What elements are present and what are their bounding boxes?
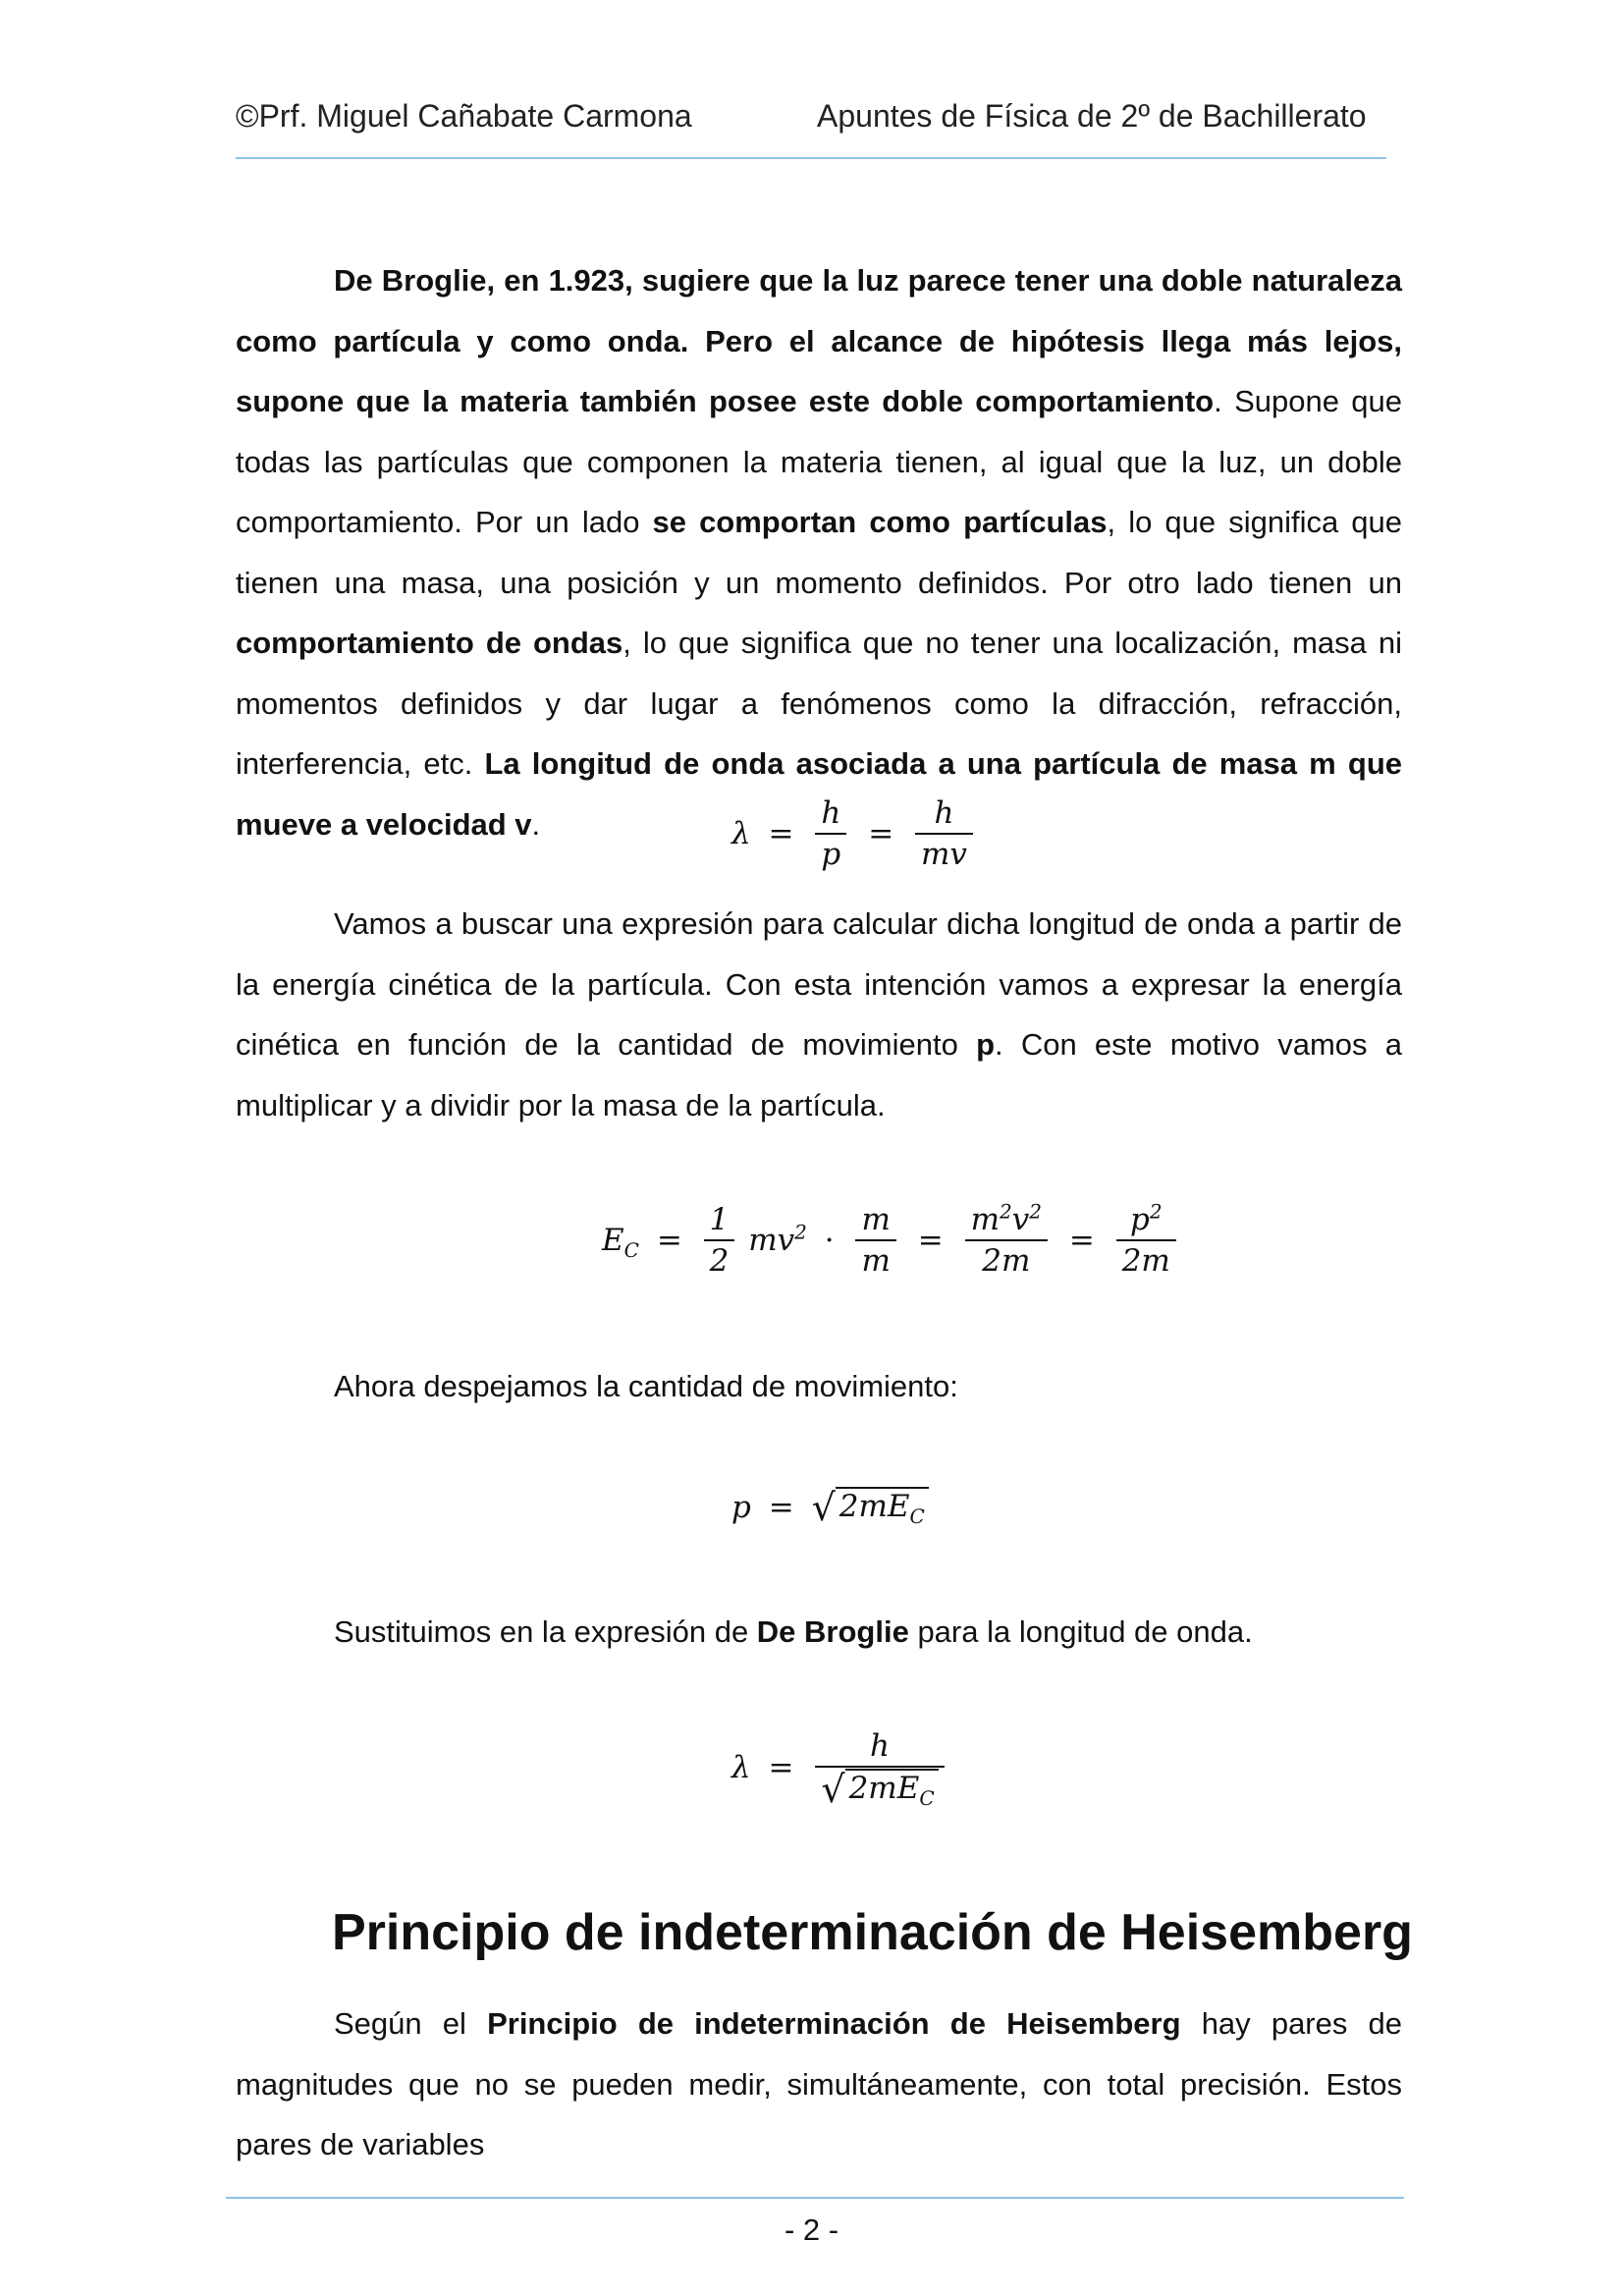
bold-text: Principio de indeterminación de Heisemberg — [487, 2006, 1181, 2041]
math-operator: · — [824, 1223, 835, 1258]
fraction — [1116, 1200, 1176, 1281]
section-heading: Principio de indeterminación de Heisemberg — [332, 1904, 1413, 1961]
numerator: m — [855, 1200, 895, 1241]
denominator: m — [861, 1243, 891, 1279]
header-divider — [236, 157, 1386, 159]
page-number: - 2 - — [784, 2213, 839, 2247]
paragraph-text: , lo que significa que no tener una localización, masa ni momentos definidos y dar lugar a fenómenos como la difracción, refracción, interferencia, etc. — [236, 626, 1402, 781]
square-root — [821, 1769, 938, 1809]
bold-text: comportamiento de ondas — [236, 626, 623, 660]
paragraph-text: Según el — [334, 2006, 488, 2041]
math-operator: = — [768, 816, 794, 851]
math-symbol: $E_C$ — [602, 1223, 639, 1263]
math-operator: = — [868, 816, 894, 851]
fraction — [704, 1200, 735, 1281]
denominator: 2m — [982, 1243, 1031, 1279]
paragraph-heisemberg — [236, 1994, 1402, 2175]
numerator: h — [815, 793, 846, 835]
numerator: h — [915, 793, 973, 835]
equation-momentum — [731, 1486, 929, 1529]
paragraph-text: , lo que significa que tienen una masa, una posición y un momento definidos. Por otro lado tienen un — [236, 505, 1403, 600]
fraction — [855, 1200, 895, 1281]
radicand: $2mE_C$ — [845, 1769, 939, 1806]
numerator: h — [815, 1726, 944, 1768]
math-symbol: λ — [731, 816, 751, 851]
radicand: $2mE_C$ — [836, 1487, 929, 1524]
denominator — [815, 1768, 944, 1809]
header-title: Apuntes de Física de 2º de Bachillerato — [817, 98, 1367, 134]
bold-text: p — [976, 1027, 995, 1062]
bold-text: De Broglie, en 1.923, sugiere que la luz parece tener una doble naturaleza como partícula y como onda. Pero el alcance de hipótesis llega más lejos, supone que la materia también posee este doble comportamiento — [236, 263, 1402, 418]
denominator: mv — [921, 837, 967, 872]
numerator: $m^2v^2$ — [965, 1200, 1048, 1241]
denominator: p — [821, 837, 841, 872]
paragraph-text: hay pares de magnitudes que no se pueden medir, simultáneamente, con total precisión. Estos pares de variables — [236, 2006, 1402, 2161]
paragraph-text: . Supone que todas las partículas que componen la materia tienen, al igual que la luz, un doble comportamiento. Por un lado — [236, 384, 1402, 539]
math-operator: = — [768, 1490, 794, 1525]
header-author: ©Prf. Miguel Cañabate Carmona — [236, 98, 692, 134]
paragraph-de-broglie — [236, 250, 1402, 854]
denominator: 2 — [709, 1243, 730, 1279]
paragraph-energy — [236, 894, 1402, 1135]
paragraph-sustituimos: Sustituimos en la expresión de De Broglie para la longitud de onda. — [334, 1614, 1253, 1649]
page-header — [236, 98, 1386, 134]
math-operator: = — [768, 1750, 794, 1785]
numerator: 1 — [704, 1200, 735, 1241]
math-operator: = — [1068, 1223, 1095, 1258]
bold-text: se comportan como partículas — [652, 505, 1108, 539]
numerator: $p^2$ — [1116, 1200, 1176, 1241]
bold-text: La longitud de onda asociada a una partícula de masa m que mueve a velocidad v — [236, 746, 1402, 842]
bold-text: De Broglie — [756, 1614, 909, 1649]
equation-kinetic-energy — [602, 1200, 1180, 1281]
equation-de-broglie — [731, 793, 977, 874]
radical-sign: √ — [811, 1486, 836, 1529]
math-symbol: λ — [731, 1750, 751, 1785]
paragraph-text: . Con este motivo vamos a multiplicar y a dividir por la masa de la partícula. — [236, 1027, 1402, 1122]
paragraph-text: . — [531, 806, 541, 842]
square-root — [812, 1486, 929, 1529]
paragraph-ahora: Ahora despejamos la cantidad de movimiento: — [334, 1369, 958, 1403]
equation-wavelength — [731, 1726, 948, 1809]
fraction — [815, 793, 846, 874]
fraction — [915, 793, 973, 874]
footer-divider — [226, 2197, 1404, 2199]
math-symbol: $mv^2$ — [748, 1220, 807, 1258]
math-operator: = — [917, 1223, 944, 1258]
fraction — [965, 1200, 1048, 1281]
denominator: 2m — [1121, 1243, 1170, 1279]
math-symbol: p — [731, 1490, 751, 1525]
paragraph-text: Vamos a buscar una expresión para calcular dicha longitud de onda a partir de la energía cinética de la partícula. Con esta intención vamos a expresar la energía cinética en función de la cantidad de movimiento — [236, 906, 1402, 1062]
fraction — [815, 1726, 944, 1809]
math-operator: = — [656, 1223, 682, 1258]
radical-sign: √ — [821, 1768, 845, 1811]
